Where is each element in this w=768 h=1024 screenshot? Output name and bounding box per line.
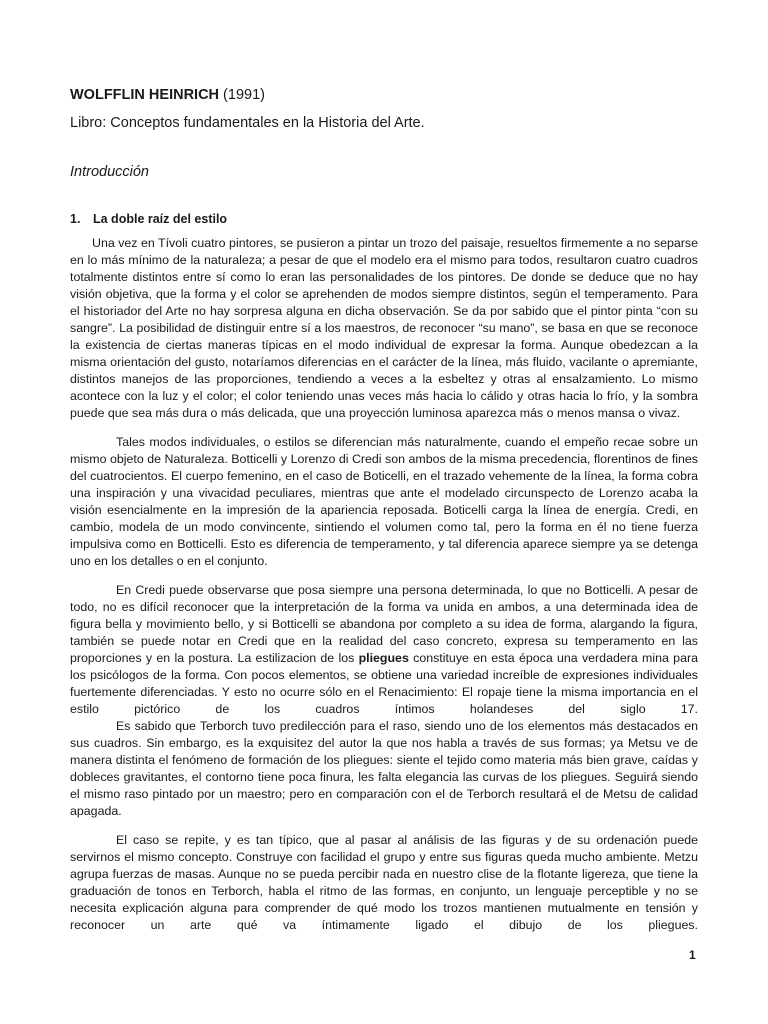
paragraph-3-part-b: constituye en esta época una verdadera mina para los psicólogos de la forma. Con pocos elementos, se obtiene una variedad increíble de expresiones individuales fuertemente diferenciadas. Y esto no ocurre sólo en el Renacimiento: El ropaje tiene la misma importancia en el estilo pictórico de los cuadros íntimos holandeses del siglo 17.	[70, 651, 698, 716]
page-number: 1	[689, 948, 696, 962]
section-number: 1.	[70, 212, 81, 226]
publication-year: (1991)	[223, 87, 265, 103]
author-line	[70, 86, 698, 104]
paragraph-5: El caso se repite, y es tan típico, que al pasar al análisis de las figuras y de su ordenación puede servirnos el mismo concepto. Construye con facilidad el grupo y entre sus figuras queda mucho ambiente. Metzu agrupa fuerzas de masas. Aunque no se pueda percibir nada en nuestro clise de la flotante ligereza, que tiene la graduación de tonos en Terborch, habla el ritmo de las formas, en conjunto, un lenguaje perceptible y no se necesita explicación alguna para comprender de qué modo los trozos mantienen mutualmente en tensión y reconocer un arte qué va íntimamente ligado el dibujo de los pliegues.	[70, 833, 698, 932]
document-page	[70, 86, 698, 934]
paragraph-3-part-a: En Credi puede observarse que posa siempre una persona determinada, lo que no Botticelli. A pesar de todo, no es difícil reconocer que la interpretación de la forma va unida en ambos, a una determinada idea de figura bella y movimiento bello, y si Botticelli se abandona por completo a su idea de forma, alargando la figura, también se puede notar en Credi que en la realidad del caso concreto, expresa su temperamento en las proporciones y en la postura. La estilizacion de los	[70, 583, 698, 665]
paragraph-4: Es sabido que Terborch tuvo predilección para el raso, siendo uno de los elementos más destacados en sus cuadros. Sin embargo, es la exquisitez del autor la que nos habla a través de sus formas; ya Metsu ve de manera distinta el fenómeno de formación de los pliegues: siente el tejido como materia más bien grave, caídas y dobleces gravitantes, el contorno tiene poca finura, les falta elegancia las curvas de los pliegues. Seguirá siendo el mismo raso pintado por un maestro; pero en comparación con el de Terborch resultará el de Metsu de calidad apagada.	[70, 719, 698, 818]
paragraph-3	[70, 582, 698, 718]
author-name: WOLFFLIN HEINRICH	[70, 87, 220, 103]
pliegues-emphasis: pliegues	[358, 651, 409, 665]
section-heading	[70, 211, 698, 227]
book-title: Libro: Conceptos fundamentales en la Historia del Arte.	[70, 115, 425, 131]
paragraph-1: Una vez en Tívoli cuatro pintores, se pusieron a pintar un trozo del paisaje, resueltos firmemente a no separse en lo más mínimo de la naturaleza; a pesar de que el modelo era el mismo para todos, resultaron cuatro cuadros totalmente distintos entre sí como lo eran las personalidades de los pintores. De donde se deduce que no hay visión objetiva, que la forma y el color se aprehenden de modos siempre distintos, según el temperamento. Para el historiador del Arte no hay sorpresa alguna en dicha observación. Se da por sabido que el pintor pinta “con su sangre”. La posibilidad de distinguir entre sí a los maestros, de reconocer “su mano”, se basa en que se reconoce la existencia de ciertas maneras típicas en el modo individual de expresar la forma. Aunque obedezcan a la misma orientación del gusto, notaríamos diferencias en el carácter de la línea, más fluido, vacilante o apremiante, distintos manejos de las proporciones, tendiendo a veces a la esbeltez y otras al ensalzamiento. Lo mismo acontece con la luz y el color; el color teniendo unas veces más hacia lo cálido y otras hacia lo frío, y la sombra puede que sea más dura o más delicada, que una proyección luminosa aparezca más o menos mansa o vivaz.	[70, 236, 698, 420]
introduction-heading: Introducción	[70, 164, 149, 180]
paragraph-2: Tales modos individuales, o estilos se diferencian más naturalmente, cuando el empeño recae sobre un mismo objeto de Naturaleza. Botticelli y Lorenzo di Credi son ambos de la misma precedencia, florentinos de fines del cuatrocientos. El cuerpo femenino, en el caso de Boticelli, en el trazado vehemente de la línea, la forma cobra una inspiración y una vivacidad peculiares, mientras que ante el modelado circunspecto de Lorenzo acaba la visión esencialmente en la impresión de la apariencia reposada. Boticelli carga la línea de energía. Credi, en cambio, modela de un modo convincente, sintiendo el volumen como tal, pero la forma en él no tiene fuerza impulsiva como en Botticelli. Esto es diferencia de temperamento, y tal diferencia aparece siempre ya se detenga uno en los detalles o en el conjunto.	[70, 435, 698, 568]
section-title: La doble raíz del estilo	[93, 212, 228, 226]
